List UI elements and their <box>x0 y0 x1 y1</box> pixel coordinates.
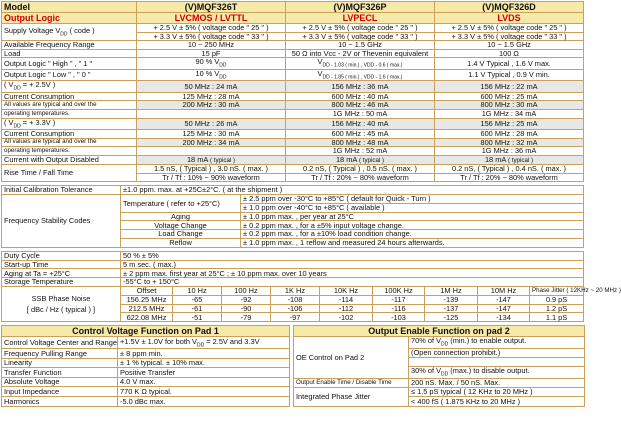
ssb-cell: -134 <box>478 313 530 322</box>
bottom-section <box>1 325 583 406</box>
duty-label: Duty Cycle <box>2 251 121 260</box>
cv-val: Positive Transfer <box>118 368 290 378</box>
freq-label: Available Frequency Range <box>2 41 137 50</box>
cc33-d-2: 800 MHz : 32 mA <box>435 138 584 147</box>
stab-load: ± 0.2 ppm max. , for a ±10% load condition change. <box>241 230 584 239</box>
stab-temp-label: Temperature ( refer to +25°C) <box>121 195 241 213</box>
cc25-d-0: 156 MHz : 22 mA <box>435 81 584 92</box>
disabled-t: 18 mA ( typical ) <box>137 155 286 164</box>
aging-val: ± 2 ppm max. first year at 25°C ; ± 10 ppm max. over 10 years <box>121 269 584 278</box>
cv-title: Control Voltage Function on Pad 1 <box>2 326 290 337</box>
stab-aging: ± 1.0 ppm max. , per year at 25°C <box>241 212 584 221</box>
cv-label: Control Voltage Center and Range <box>2 337 118 349</box>
freq-row <box>2 41 584 50</box>
startup-label: Start-up Time <box>2 260 121 269</box>
cv-table <box>1 325 290 406</box>
misc-table <box>1 250 621 322</box>
cv-label: Absolute Voltage <box>2 377 118 387</box>
rise-p2: Tr / Tf : 20% ~ 80% waveform <box>286 173 435 182</box>
cc33-p-1: 600 MHz : 45 mA <box>286 130 435 139</box>
header-row <box>2 2 584 13</box>
high-label: Output Logic " High " , " 1 " <box>2 58 137 69</box>
cc25-row-1 <box>2 81 584 92</box>
supply-d1: + 2.5 V ± 5% ( voltage code " 25 " ) <box>435 24 584 33</box>
cc25-d-2: 800 MHz : 30 mA <box>435 101 584 110</box>
supply-p2: + 3.3 V ± 5% ( voltage code " 33 " ) <box>286 32 435 41</box>
cc25-p-3: 1G MHz : 50 mA <box>286 109 435 118</box>
cv-val: +1.5V ± 1.0V for both $V_{DD} = 2.5V$ and 3.3V <box>118 337 290 349</box>
ssb-cell: -102 <box>320 313 373 322</box>
cc33-row-1 <box>2 118 584 129</box>
cv-label: Input Impedance <box>2 387 118 397</box>
cc33-t-1: 125 MHz : 30 mA <box>137 130 286 139</box>
duty-row <box>2 251 584 260</box>
cc25-t-2: 200 MHz : 30 mA <box>137 101 286 110</box>
cv-val: ± 8 ppm min. <box>118 349 290 359</box>
aging-label: Aging at Ta = +25°C <box>2 269 121 278</box>
ssb-cell: -79 <box>222 313 271 322</box>
oe-time-val: 200 nS. Max. / 50 nS. Max. <box>409 378 585 387</box>
cv-val: ± 1 % typical. ± 10% max. <box>118 358 290 368</box>
cc33-note1: All values are typical and over the <box>2 138 137 147</box>
cc25-t-3 <box>137 109 286 118</box>
cv-row <box>2 377 290 387</box>
cc25-vlabel: ( $V_{DD}$ = + 2.5V ) <box>2 81 137 92</box>
ipj-1: ≤ 1.5 pS typical ( 12 KHz to 20 MHz ) <box>409 387 585 396</box>
supply-label: Supply Voltage $V_{DD}$ ( code ) <box>2 24 137 41</box>
freq-t: 10 ~ 250 MHz <box>137 41 286 50</box>
startup-val: 5 m sec. ( max.) <box>121 260 584 269</box>
stab-voltage: ± 0.2 ppm max. , for a ±5% input voltage change. <box>241 221 584 230</box>
oe-label: OE Control on Pad 2 <box>294 337 409 379</box>
startup-row <box>2 260 584 269</box>
cc33-d-0: 156 MHz : 25 mA <box>435 118 584 129</box>
cc33-t-0: 50 MHz : 26 mA <box>137 118 286 129</box>
rise-d2: Tr / Tf : 20% ~ 80% waveform <box>435 173 584 182</box>
model-t: (V)MQF326T <box>137 2 286 13</box>
ssb-cell: 622.08 MHz <box>121 313 173 322</box>
load-d: 100 Ω <box>435 49 584 58</box>
ssb-label: SSB Phase Noise [ dBc / Hz ( typical ) ] <box>2 286 121 321</box>
cv-val: 770 K Ω typical. <box>118 387 290 397</box>
low-label: Output Logic " Low " , " 0 " <box>2 69 137 80</box>
logic-row <box>2 13 584 24</box>
ssb-h5: 100K Hz <box>373 286 425 295</box>
cc25-t-0: 50 MHz : 24 mA <box>137 81 286 92</box>
cv-row <box>2 349 290 359</box>
cc25-p-1: 600 MHz : 40 mA <box>286 92 435 101</box>
aging-row <box>2 269 584 278</box>
ssb-cell: -92 <box>222 295 271 304</box>
load-row <box>2 49 584 58</box>
stab-temp-2: ± 1.0 ppm over -40°C to +85°C ( available ) <box>241 203 584 212</box>
cv-val: 4.0 V max. <box>118 377 290 387</box>
model-d: (V)MQF326D <box>435 2 584 13</box>
logic-t: LVCMOS / LVTTL <box>137 13 286 24</box>
low-d: 1.1 V Typical , 0.9 V min. <box>435 69 584 80</box>
cc33-p-0: 156 MHz : 40 mA <box>286 118 435 129</box>
ssb-cell: -147 <box>478 304 530 313</box>
ssb-h3: 1K Hz <box>271 286 320 295</box>
ssb-cell: -125 <box>425 313 478 322</box>
ssb-h7: 10M Hz <box>478 286 530 295</box>
ipj-label: Integrated Phase Jitter <box>294 387 409 406</box>
storage-label: Storage Temperature <box>2 278 121 287</box>
cv-label: Transfer Function <box>2 368 118 378</box>
ssb-cell: -114 <box>320 295 373 304</box>
ssb-h1: 10 Hz <box>173 286 222 295</box>
disabled-label: Current with Output Disabled <box>2 155 137 164</box>
cc25-row-4 <box>2 109 584 118</box>
oe-time-label: Output Enable Time / Disable Time <box>294 378 409 387</box>
model-label: Model <box>2 2 137 13</box>
stab-load-label: Load Change <box>121 230 241 239</box>
cc25-t-1: 125 MHz : 28 mA <box>137 92 286 101</box>
supply-t2: + 3.3 V ± 5% ( voltage code " 33 " ) <box>137 32 286 41</box>
ssb-cell: -117 <box>373 295 425 304</box>
storage-row <box>2 278 584 287</box>
rise-d1: 0.2 nS, ( Typical ) , 0.4 nS. ( max. ) <box>435 165 584 174</box>
disabled-p: 18 mA ( typical ) <box>286 155 435 164</box>
rise-p1: 0.2 nS, ( Typical ) , 0.5 nS. ( max. ) <box>286 165 435 174</box>
ssb-h6: 1M Hz <box>425 286 478 295</box>
cc25-p-0: 156 MHz : 36 mA <box>286 81 435 92</box>
supply-t1: + 2.5 V ± 5% ( voltage code " 25 " ) <box>137 24 286 33</box>
ssb-h2: 100 Hz <box>222 286 271 295</box>
load-t: 15 pF <box>137 49 286 58</box>
cc33-d-1: 600 MHz : 28 mA <box>435 130 584 139</box>
ssb-cell: -147 <box>478 295 530 304</box>
ssb-cell: -137 <box>425 304 478 313</box>
rise-t1: 1.5 nS, ( Typical ) , 3.0 nS. ( max. ) <box>137 165 286 174</box>
high-d: 1.4 V Typical , 1.6 V max. <box>435 58 584 69</box>
cc33-label: Current Consumption <box>2 130 137 139</box>
logic-label: Output Logic <box>2 13 137 24</box>
duty-val: 50 % ± 5% <box>121 251 584 260</box>
oe-v3: 30% of $V_{DD}$ (max.) to disable output. <box>409 367 585 378</box>
ssb-cell: 0.9 pS <box>530 295 584 304</box>
cc25-note2: operating temperatures. <box>2 109 137 118</box>
ssb-cell: -112 <box>320 304 373 313</box>
freq-p: 10 ~ 1.5 GHz <box>286 41 435 50</box>
stab-voltage-label: Voltage Change <box>121 221 241 230</box>
oe-v1: 70% of $V_{DD}$ (min.) to enable output. <box>409 337 585 348</box>
stab-row-0 <box>2 195 584 204</box>
oe-row-1 <box>294 337 585 348</box>
oe-v2: (Open connection prohibit.) <box>409 348 585 357</box>
calib-val: ±1.0 ppm. max. at +25C±2°C. ( at the shipment ) <box>121 186 584 195</box>
ssb-cell: -103 <box>373 313 425 322</box>
high-row <box>2 58 584 69</box>
freq-d: 10 ~ 1.5 GHz <box>435 41 584 50</box>
stab-temp-1: ± 2.5 ppm over -30°C to +85°C ( default for Quick - Turn ) <box>241 195 584 204</box>
ssb-cell: -61 <box>173 304 222 313</box>
stab-label: Frequency Stability Codes <box>2 195 121 248</box>
load-p: 50 Ω into Vcc - 2V or Thevenin equivalent <box>286 49 435 58</box>
cc25-d-1: 600 MHz : 25 mA <box>435 92 584 101</box>
rise-row-1 <box>2 165 584 174</box>
low-t: 10 % $V_{DD}$ <box>137 69 286 80</box>
low-p: $V_{DD - 1.85 ( min.) , VDD - 1.6 ( max.)}$ <box>286 69 435 80</box>
ssb-cell: -116 <box>373 304 425 313</box>
spec-table <box>1 1 584 182</box>
ipj-2: < 400 fS ( 1.875 KHz to 20 MHz ) <box>409 397 585 406</box>
cc25-label: Current Consumption <box>2 92 137 101</box>
ssb-cell: -139 <box>425 295 478 304</box>
ssb-cell: -90 <box>222 304 271 313</box>
storage-val: -55°C to + 150°C <box>121 278 584 287</box>
oe-title: Output Enable Function on pad 2 <box>294 326 585 337</box>
cc33-vlabel: ( $V_{DD}$ = + 3.3V ) <box>2 118 137 129</box>
cv-label: Linearity <box>2 358 118 368</box>
rise-label: Rise Time / Fall Time <box>2 165 137 182</box>
cv-val: -5.0 dBc max. <box>118 396 290 406</box>
high-t: 90 % $V_{DD}$ <box>137 58 286 69</box>
calib-label: Initial Calibration Tolerance <box>2 186 121 195</box>
logic-d: LVDS <box>435 13 584 24</box>
ssb-cell: -106 <box>271 304 320 313</box>
stability-table <box>1 185 584 248</box>
ssb-cell: 1.1 pS <box>530 313 584 322</box>
load-label: Load <box>2 49 137 58</box>
cc33-t-2: 200 MHz : 34 mA <box>137 138 286 147</box>
ssb-cell: 1.2 pS <box>530 304 584 313</box>
cc33-d-3: 1G MHz : 36 mA <box>435 147 584 156</box>
supply-p1: + 2.5 V ± 5% ( voltage code " 25 " ) <box>286 24 435 33</box>
datasheet <box>1 1 621 438</box>
cc33-row-2 <box>2 130 584 139</box>
cv-row <box>2 387 290 397</box>
cc25-note1: All values are typical and over the <box>2 101 137 110</box>
ssb-cell: -65 <box>173 295 222 304</box>
cv-label: Frequency Pulling Range <box>2 349 118 359</box>
stab-aging-label: Aging <box>121 212 241 221</box>
ssb-h0: Offset <box>121 286 173 295</box>
cv-row <box>2 358 290 368</box>
logic-p: LVPECL <box>286 13 435 24</box>
ssb-cell: 212.5 MHz <box>121 304 173 313</box>
cc25-d-3: 1G MHz : 34 mA <box>435 109 584 118</box>
ssb-cell: 156.25 MHz <box>121 295 173 304</box>
ssb-cell: -97 <box>271 313 320 322</box>
ssb-h4: 10K Hz <box>320 286 373 295</box>
high-p: $V_{DD - 1.03 ( min.) , VDD - 0.6 ( max.)}$ <box>286 58 435 69</box>
ssb-h8: Phase Jitter ( 12KHz ~ 20 MHz ) <box>530 286 584 295</box>
stab-reflow: ± 1.0 ppm max. , 1 reflow and measured 24 hours afterwards. <box>241 238 584 247</box>
ssb-cell: -108 <box>271 295 320 304</box>
low-row <box>2 69 584 80</box>
rise-t2: Tr / Tf : 10% ~ 90% waveform <box>137 173 286 182</box>
cc33-note2: operating temperatures. <box>2 147 137 156</box>
supply-d2: + 3.3 V ± 5% ( voltage code " 33 " ) <box>435 32 584 41</box>
model-p: (V)MQF326P <box>286 2 435 13</box>
oe-table <box>293 325 585 406</box>
cc33-p-3: 1G MHz : 52 mA <box>286 147 435 156</box>
cc33-t-3 <box>137 147 286 156</box>
cc33-p-2: 800 MHz : 48 mA <box>286 138 435 147</box>
calib-row <box>2 186 584 195</box>
cc25-p-2: 800 MHz : 46 mA <box>286 101 435 110</box>
cv-row <box>2 337 290 349</box>
ssb-head-row <box>2 286 584 295</box>
ipj-row-1 <box>294 387 585 396</box>
disabled-d: 18 mA ( typical ) <box>435 155 584 164</box>
cv-label: Harmonics <box>2 396 118 406</box>
cv-row <box>2 368 290 378</box>
stab-reflow-label: Reflow <box>121 238 241 247</box>
oe-time-row <box>294 378 585 387</box>
ssb-cell: -51 <box>173 313 222 322</box>
cv-row <box>2 396 290 406</box>
